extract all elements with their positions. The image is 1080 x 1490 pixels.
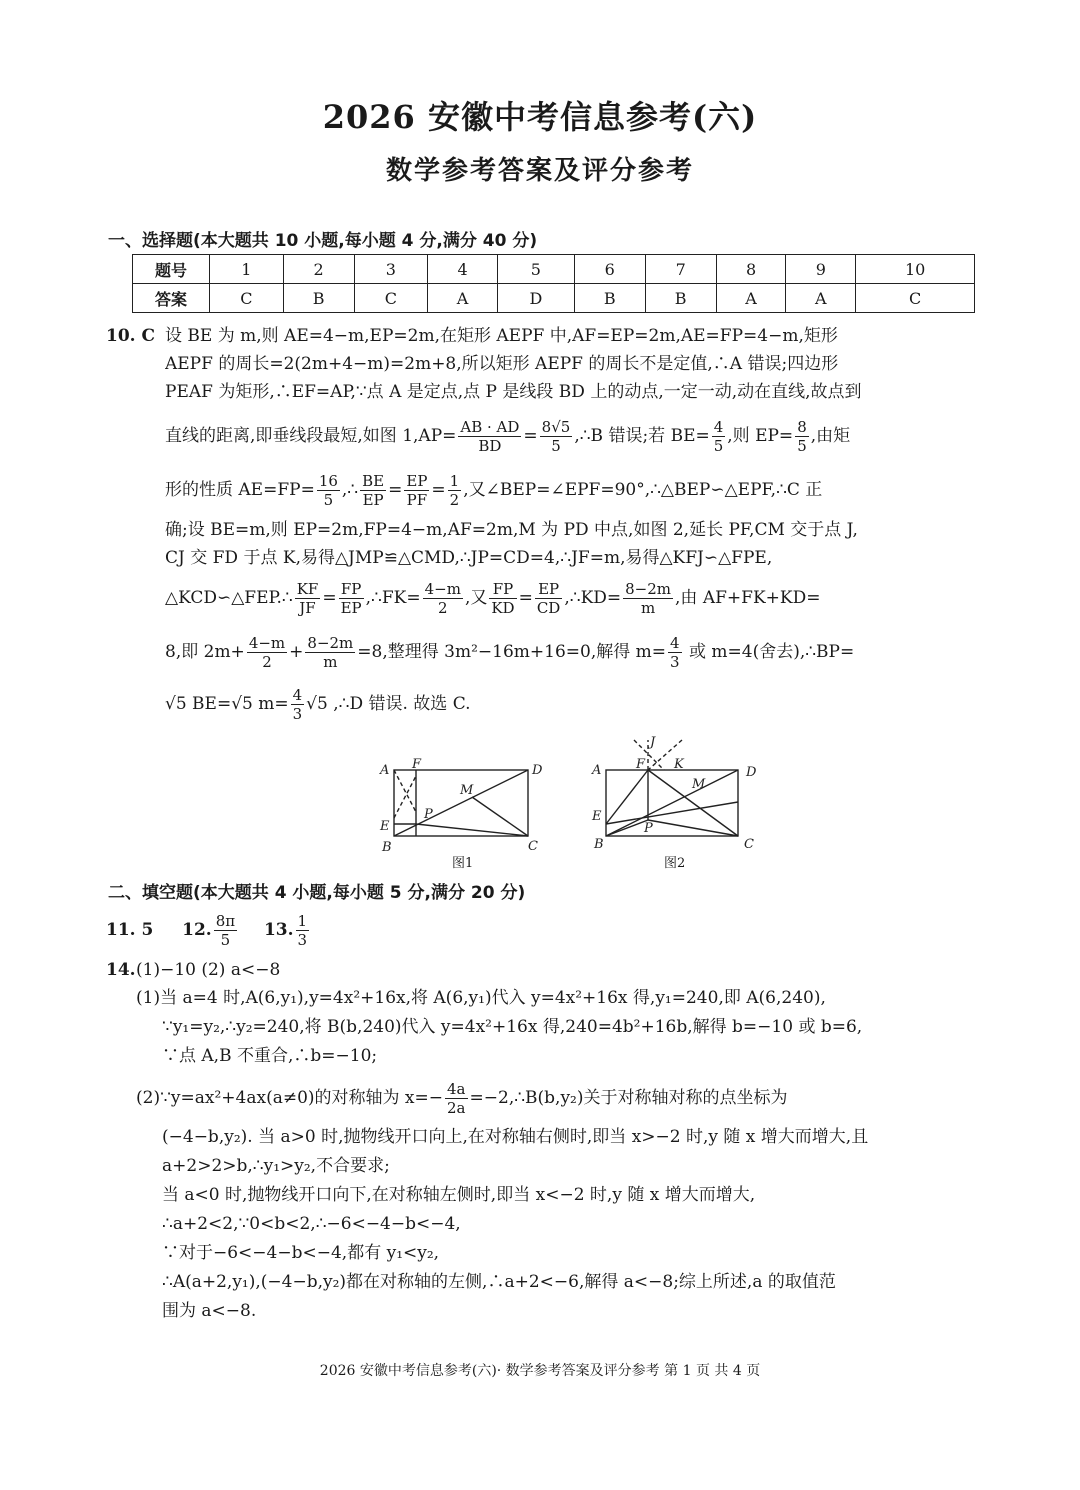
q10-line: PEAF 为矩形,∴EF=AP,∵点 A 是定点,点 P 是线段 BD 上的动点,一定一动,动在直线,故点到 [165,382,862,402]
denominator: 3 [297,931,308,949]
fraction [448,472,462,509]
text: ,∴FK= [365,588,421,608]
q14-line: (−4−b,y₂). 当 a>0 时,抛物线开口向上,在对称轴右侧时,即当 x>−2 时,y 随 x 增大而增大,且 [162,1127,869,1147]
text: ,∴B 错误;若 BE= [574,426,710,446]
text: =−2,∴B(b,y₂)关于对称轴对称的点坐标为 [469,1088,788,1108]
fraction [404,472,429,509]
denominator: m [640,599,656,617]
q11-answer: 11. 5 [106,920,154,940]
q10-line [165,682,975,726]
fraction [305,634,355,671]
numerator: 8 [797,418,807,436]
section-choice-heading: 一、选择题(本大题共 10 小题,每小题 4 分,满分 40 分) [108,231,538,251]
q14-summary: (1)−10 (2) a<−8 [136,960,281,980]
table-cell: A [786,284,856,313]
line-BD [606,770,738,836]
text: =8,整理得 3m²−16m+16=0,解得 m= [357,642,667,662]
line-EF-dashed [394,776,416,818]
text: △KCD∽△FEP.∴ [165,588,293,608]
numerator: 4 [713,418,724,436]
denominator: 3 [292,705,303,723]
point-label-F: F [412,757,422,772]
denominator: 5 [797,437,807,455]
numerator: 8−2m [307,634,354,652]
point-label-P: P [644,821,653,836]
fraction [445,1080,468,1117]
q14-label: 14. [106,960,136,980]
section-fill-heading: 二、填空题(本大题共 4 小题,每小题 5 分,满分 20 分) [108,883,526,903]
table-head-answer: 答案 [133,284,210,313]
text: ,又 [464,588,488,608]
q10-line: AEPF 的周长=2(2m+4−m)=2m+8,所以矩形 AEPF 的周长不是定值,∴A 错误;四边形 [165,354,839,374]
q10-label: 10. C [106,326,156,346]
table-cell: B [283,284,354,313]
line-MC [472,797,528,836]
fraction [296,912,310,949]
fraction [535,580,563,617]
point-label-C: C [528,839,538,854]
denominator: 3 [670,653,680,671]
q10-line [165,414,975,458]
table-cell: 5 [497,255,574,284]
q14-line: ∴a+2<2,∵0<b<2,∴−6<−4−b<−4, [162,1214,461,1234]
denominator: EP [362,491,384,509]
numerator: 4 [292,686,303,704]
denominator: 2a [447,1099,466,1117]
point-label-A: A [380,763,390,778]
denominator: BD [478,437,502,455]
denominator: 5 [551,437,561,455]
table-head-number: 题号 [133,255,210,284]
fill-answers [106,908,975,952]
numerator: EP [535,580,563,599]
text: = [388,480,403,500]
text: ,∴KD= [564,588,622,608]
numerator: 16 [318,472,338,490]
text: 形的性质 AE=FP= [165,480,315,500]
fraction [623,580,673,617]
table-cell: A [428,284,498,313]
point-label-B: B [594,837,604,852]
q10-line [165,630,975,674]
point-label-J: J [650,735,656,750]
table-cell: D [497,284,574,313]
q10-line: 确;设 BE=m,则 EP=2m,FP=4−m,AF=2m,M 为 PD 中点,如图 2,延长 PF,CM 交于点 J, [165,520,858,540]
numerator: 4−m [248,634,286,652]
table-cell: 6 [574,255,645,284]
table-cell: 8 [716,255,786,284]
q14-line: ∵y₁=y₂,∴y₂=240,将 B(b,240)代入 y=4x²+16x 得,240=4b²+16b,解得 b=−10 或 b=6, [162,1017,863,1037]
table-cell: C [210,284,284,313]
point-label-K: K [674,757,684,772]
point-label-E: E [592,809,602,824]
point-label-D: D [532,763,543,778]
fraction [214,912,237,949]
table-cell: C [856,284,975,313]
numerator: BE [362,472,385,490]
numerator: KF [296,580,319,598]
fraction [540,418,573,455]
fraction [291,686,305,723]
text: ,由 AF+FK+KD= [675,588,821,608]
fraction [489,580,516,617]
table-cell: 7 [645,255,716,284]
q14-line: ∵点 A,B 不重合,∴b=−10; [162,1046,378,1066]
figure-1-caption: 图1 [452,856,474,871]
line-EF [606,770,648,824]
table-cell: C [354,284,428,313]
table-cell: 9 [786,255,856,284]
table-cell: 4 [428,255,498,284]
q14-line: 当 a<0 时,抛物线开口向下,在对称轴左侧时,即当 x<−2 时,y 随 x 增大而增大, [162,1185,756,1205]
q10-line [165,468,975,512]
point-label-E: E [380,819,390,834]
text: (2)∵y=ax²+4ax(a≠0)的对称轴为 x=− [136,1088,444,1108]
text: 8,即 2m+ [165,642,245,662]
numerator: EP [406,472,428,490]
denominator: 5 [713,437,724,455]
denominator: 2 [262,653,272,671]
text: + [289,642,304,662]
answer-table [132,254,975,313]
denominator: 2 [449,491,460,509]
figure-2-diagram [586,732,776,852]
fraction [795,418,809,455]
fraction [339,580,364,617]
text: √5 BE=√5 m= [165,694,289,714]
point-label-D: D [746,765,757,780]
denominator: PF [406,491,428,509]
numerator: 8−2m [625,580,672,598]
fraction [360,472,386,509]
figure-2-caption: 图2 [664,856,686,871]
denominator: 5 [323,491,334,509]
denominator: 2 [437,599,448,617]
numerator: 4 [670,634,680,652]
numerator: AB · AD [460,418,520,436]
numerator: 8√5 [541,418,571,436]
fraction [423,580,463,617]
q10-line [165,576,975,620]
q13-label: 13. [263,920,294,940]
line-AP-dashed [394,770,416,812]
fraction [712,418,726,455]
text: ,∴ [341,480,359,500]
text: ,又∠BEP=∠EPF=90°,∴△BEP∽△EPF,∴C 正 [463,480,823,500]
text: 或 m=4(舍去),∴BP= [683,642,855,662]
numerator: 4−m [424,580,461,598]
q12-label: 12. [182,920,212,940]
denominator: EP [340,599,362,617]
point-label-B: B [382,840,392,855]
point-label-F: F [636,757,646,772]
text: ,由矩 [810,426,851,446]
text: √5 ,∴D 错误. 故选 C. [306,694,471,714]
page-footer: 2026 安徽中考信息参考(六)· 数学参考答案及评分参考 第 1 页 共 4 页 [319,1363,761,1379]
point-label-M: M [460,783,474,798]
point-label-P: P [424,807,433,822]
table-row [133,284,975,313]
point-label-A: A [592,763,602,778]
table-cell: B [574,284,645,313]
point-label-M: M [692,777,706,792]
numerator: 1 [297,912,308,930]
q14-line: a+2>2>b,∴y₁>y₂,不合要求; [162,1156,390,1176]
line-PC [416,824,528,836]
line-PC [648,820,738,836]
numerator: FP [489,580,516,599]
numerator: 1 [449,472,460,490]
fraction [458,418,521,455]
q14-line [136,1076,975,1120]
fraction [247,634,287,671]
q14-line: ∵对于−6<−4−b<−4,都有 y₁<y₂, [162,1243,440,1263]
q10-line: CJ 交 FD 于点 K,易得△JMP≌△CMD,∴JP=CD=4,∴JF=m,易得△KFJ∽△FPE, [165,548,773,568]
fraction [317,472,340,509]
page-subtitle: 数学参考答案及评分参考 [385,156,694,186]
q14-line: 围为 a<−8. [162,1301,257,1321]
figure-1-diagram [372,756,552,856]
point-label-C: C [744,837,754,852]
q14-line: (1)当 a=4 时,A(6,y₁),y=4x²+16x,将 A(6,y₁)代入 y=4x²+16x 得,y₁=240,即 A(6,240), [136,988,826,1008]
table-row [133,255,975,284]
text: = [518,588,533,608]
denominator: KD [491,599,515,617]
denominator: 5 [220,931,231,949]
fraction [668,634,682,671]
denominator: m [323,653,338,671]
q10-line: 设 BE 为 m,则 AE=4−m,EP=2m,在矩形 AEPF 中,AF=EP=2m,AE=FP=4−m,矩形 [165,326,838,346]
table-cell: 1 [210,255,284,284]
fraction [295,580,321,617]
table-cell: 10 [856,255,975,284]
table-cell: B [645,284,716,313]
text: = [523,426,538,446]
table-cell: 3 [354,255,428,284]
numerator: FP [339,580,364,599]
denominator: CD [536,599,561,617]
denominator: JF [299,599,316,617]
table-cell: A [716,284,786,313]
text: ,则 EP= [727,426,794,446]
text: = [431,480,446,500]
text: = [322,588,337,608]
numerator: 8π [215,912,236,930]
page-title: 2026 安徽中考信息参考(六) [322,98,758,136]
q14-line: ∴A(a+2,y₁),(−4−b,y₂)都在对称轴的左侧,∴a+2<−6,解得 a<−8;综上所述,a 的取值范 [162,1272,836,1292]
numerator: 4a [447,1080,466,1098]
text: 直线的距离,即垂线段最短,如图 1,AP= [165,426,457,446]
table-cell: 2 [283,255,354,284]
